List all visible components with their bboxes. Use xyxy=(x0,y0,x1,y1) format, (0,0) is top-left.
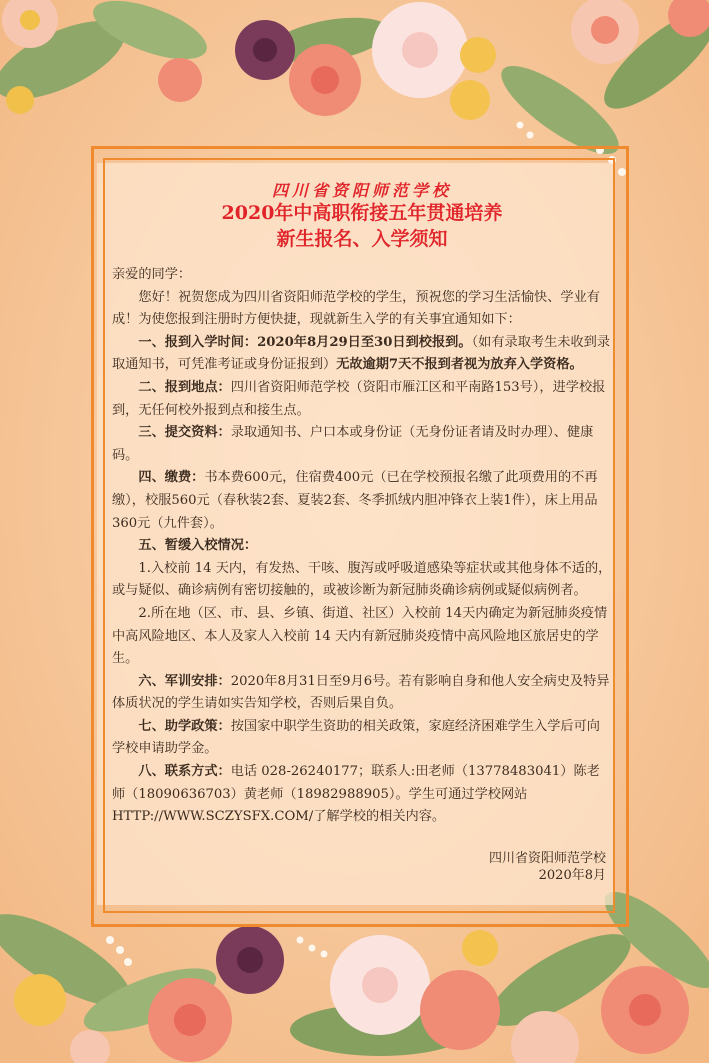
signature-date: 2020年8月 xyxy=(538,868,606,883)
notice-content xyxy=(112,170,612,883)
section-1-text: （如有录取考生未收到录取通知书，可凭准考证或身份证报到） xyxy=(112,334,611,373)
section-1 xyxy=(112,332,612,377)
section-5-item-1: 1.入校前 14 天内，有发热、干咳、腹泻或呼吸道感染等症状或其他身体不适的，或与疑似、确诊病例有密切接触的，或被诊断为新冠肺炎确诊病例或疑似病例者。 xyxy=(112,560,612,599)
section-2-label: 二、报到地点： xyxy=(138,379,231,395)
section-7-text: 按国家中职学生资助的相关政策，家庭经济困难学生入学后可向学校申请助学金。 xyxy=(112,718,600,757)
section-4-label: 四、缴费： xyxy=(138,470,205,486)
section-5-label: 五、暂缓入校情况： xyxy=(138,538,258,554)
section-2-text: 四川省资阳师范学校（资阳市雁江区和平南路153号），进学校报到，无任何校外报到点和接生点。 xyxy=(112,379,606,418)
section-3 xyxy=(112,422,612,467)
section-8-text: 电话 028-26240177；联系人:田老师（13778483041）陈老师（18090636703）黄老师（18982988905）。学生可通过学校网站HTTP://WWW.SCZYSFX.COM/了解学校的相关内容。 xyxy=(112,764,600,825)
section-1-label: 一、报到入学时间： xyxy=(138,334,258,350)
main-title-line1: 2020年中高职衔接五年贯通培养 xyxy=(221,202,503,224)
school-title: 四川省资阳师范学校 xyxy=(271,181,452,200)
section-2 xyxy=(112,377,612,422)
section-7-label: 七、助学政策： xyxy=(138,718,231,734)
main-title-line2: 新生报名、入学须知 xyxy=(276,228,448,250)
greeting: 亲爱的同学： xyxy=(112,267,192,282)
section-5-item-2: 2.所在地（区、市、县、乡镇、街道、社区）入校前 14天内确定为新冠肺炎疫情中高风险地区、本人及家人入校前 14 天内有新冠肺炎疫情中高风险地区旅居史的学生。 xyxy=(112,605,608,667)
section-7 xyxy=(112,716,612,761)
section-3-text: 录取通知书、户口本或身份证（无身份证者请及时办理）、健康码。 xyxy=(112,425,594,463)
section-1-warning: 无故逾期7天不报到者视为放弃入学资格。 xyxy=(336,357,583,373)
section-8-label: 八、联系方式： xyxy=(138,764,231,780)
section-6 xyxy=(112,671,612,716)
section-4 xyxy=(112,467,612,535)
intro-paragraph: 您好！祝贺您成为四川省资阳师范学校的学生，预祝您的学习生活愉快、学业有成！为使您报到注册时方便快捷，现就新生入学的有关事宜通知如下： xyxy=(112,289,600,328)
section-8 xyxy=(112,761,612,829)
section-4-text: 书本费600元，住宿费400元（已在学校预报名缴了此项费用的不再缴），校服560元（春秋装2套、夏装2套、冬季抓绒内胆冲锋衣上装1件），床上用品360元（九件套）。 xyxy=(112,470,598,531)
section-5 xyxy=(112,535,612,558)
section-6-label: 六、军训安排： xyxy=(138,673,231,689)
signature-block xyxy=(112,850,612,884)
section-6-text: 2020年8月31日至9月6号。若有影响自身和他人安全病史及特异体质状况的学生请如实告知学校，否则后果自负。 xyxy=(112,673,610,712)
signature-school: 四川省资阳师范学校 xyxy=(488,851,606,866)
section-3-label: 三、提交资料： xyxy=(138,425,231,441)
section-1-date: 2020年8月29日至30日到校报到。 xyxy=(257,334,472,350)
